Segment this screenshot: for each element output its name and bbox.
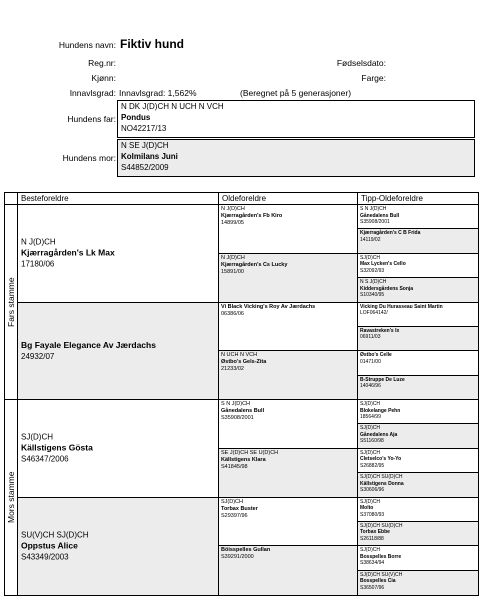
- col-header-great-great-grandparents: Tipp-Oldeforeldre: [358, 193, 478, 205]
- great-great-grandparent-name: Torbax Ebbe: [360, 529, 390, 536]
- great-great-grandparent-titles: SJ(D)CH SU(V)CH: [360, 571, 403, 578]
- great-great-grandparent-titles: SJ(D)CH: [360, 425, 380, 432]
- grandparent-cell: [18, 303, 219, 401]
- grandparent-titles: SU(V)CH SJ(D)CH: [21, 530, 89, 540]
- great-great-grandparent-titles: SJ(D)CH: [360, 254, 380, 261]
- mother-box: [117, 139, 475, 177]
- great-great-grandparent-cell: [358, 278, 478, 302]
- great-grandparent-titles: N UCH N VCH: [221, 352, 258, 359]
- great-great-grandparent-cell: [358, 229, 478, 253]
- great-grandparent-titles: SE J(D)CH SE U(D)CH: [221, 449, 279, 456]
- grandparent-reg: 24932/07: [21, 351, 55, 361]
- great-grandparent-cell: [219, 546, 358, 595]
- great-great-grandparent-cell: [358, 205, 478, 229]
- mother-name: Kolmilans Juni: [121, 152, 178, 161]
- great-great-grandparent-reg: 14119/02: [360, 236, 381, 243]
- great-grandparent-cell: [219, 205, 358, 254]
- great-great-grandparent-name: Bosspelles Cia: [360, 578, 396, 585]
- great-grandparent-cell: [219, 400, 358, 449]
- great-grandparent-cell: [219, 498, 358, 547]
- great-great-grandparent-titles: SJ(D)CH SU(D)CH: [360, 522, 403, 529]
- great-great-grandparent-cell: [358, 473, 478, 497]
- pedigree-table: [4, 192, 479, 596]
- great-grandparent-reg: 14899/05: [221, 220, 244, 226]
- mother-label: Hundens mor:: [62, 153, 116, 163]
- side-cell-sire: [5, 205, 18, 400]
- father-reg: NO42217/13: [121, 124, 167, 133]
- great-great-grandparent-name: Källstigens Donna: [360, 480, 404, 487]
- great-great-grandparent-name: Kiddersgårdens Sonja: [360, 285, 414, 292]
- great-great-grandparent-titles: SJ(D)CH: [360, 401, 380, 407]
- great-grandparent-reg: S41845/98: [221, 463, 248, 470]
- dog-name: Fiktiv hund: [120, 37, 184, 51]
- great-grandparent-name: Østbo's Gels-Zita: [221, 359, 267, 366]
- great-great-grandparent-cell: [358, 254, 478, 278]
- great-great-grandparent-titles: S N J(D)CH: [360, 206, 387, 212]
- great-great-grandparent-titles: N S J(D)CH: [360, 279, 387, 286]
- grandparent-name: Kjærragården's Lk Max: [21, 247, 115, 258]
- great-great-grandparent-cell: [358, 571, 478, 595]
- great-great-grandparent-cell: [358, 327, 478, 351]
- great-grandparent-name: Kjærragården's Fb Kiro: [221, 213, 283, 219]
- great-grandparent-name: Böisspelles Gullan: [221, 547, 271, 554]
- regnr-label: Reg.nr:: [88, 58, 116, 68]
- great-great-grandparent-cell: [358, 449, 478, 473]
- great-great-grandparent-cell: [358, 303, 478, 327]
- great-grandparent-name: Gånedalens Bull: [221, 408, 265, 414]
- great-great-grandparent-name: Molto: [360, 505, 374, 511]
- grandparent-reg: 17180/06: [21, 259, 55, 269]
- great-grandparent-name: Kjærragården's Cs Lucky: [221, 261, 288, 268]
- grandparent-titles: SJ(D)CH: [21, 432, 53, 442]
- great-great-grandparent-reg: S36507/96: [360, 584, 385, 591]
- great-great-grandparent-titles: SJ(D)CH: [360, 498, 380, 505]
- great-great-grandparent-name: Max Lycken's Cello: [360, 261, 406, 268]
- father-name: Pondus: [121, 113, 151, 122]
- inbreeding-note: (Beregnet på 5 generasjoner): [240, 88, 352, 98]
- great-great-grandparent-reg: S10340/95: [360, 292, 385, 299]
- great-grandparent-titles: SJ(D)CH: [221, 498, 243, 505]
- great-great-grandparent-cell: [358, 376, 478, 400]
- great-great-grandparent-titles: SJ(D)CH SU(D)CH: [360, 474, 403, 481]
- great-great-grandparent-name: Cletselco's Yo-Yo: [360, 456, 402, 463]
- great-great-grandparent-name: Østbo's Celle: [360, 352, 392, 359]
- great-grandparent-cell: [219, 303, 358, 352]
- name-label: Hundens navn:: [58, 40, 116, 50]
- great-great-grandparent-name: Vicking Du Hurasseau Saint Martin: [360, 303, 443, 310]
- great-great-grandparent-name: B-Struppe De Luze: [360, 376, 405, 383]
- great-great-grandparent-name: Gånedalens Aja: [360, 431, 398, 438]
- great-great-grandparent-cell: [358, 424, 478, 448]
- corner-cell: [5, 193, 18, 205]
- col-header-great-grandparents: Oldeforeldre: [219, 193, 358, 205]
- great-grandparent-reg: 21233/02: [221, 366, 244, 373]
- great-great-grandparent-name: Kjærragården's C B Frida: [360, 230, 421, 237]
- great-grandparent-reg: S39291/2000: [221, 554, 254, 561]
- mother-reg: S44852/2009: [121, 163, 169, 172]
- inbreeding-label: Innavlsgrad:: [69, 88, 116, 98]
- great-great-grandparent-name: Blokelange Pehn: [360, 407, 401, 414]
- great-great-grandparent-cell: [358, 522, 478, 546]
- sex-label: Kjønn:: [91, 73, 116, 83]
- great-great-grandparent-cell: [358, 351, 478, 375]
- great-great-grandparent-reg: 06911/03: [360, 334, 381, 341]
- great-great-grandparent-name: Ravastreken's Ix: [360, 327, 400, 334]
- great-grandparent-titles: S N J(D)CH: [221, 401, 251, 407]
- great-great-grandparent-reg: S37080/93: [360, 511, 385, 518]
- great-great-grandparent-reg: S26882/95: [360, 462, 385, 469]
- great-grandparent-titles: N J(D)CH: [221, 254, 245, 261]
- great-grandparent-cell: [219, 254, 358, 303]
- great-great-grandparent-reg: 01471/00: [360, 358, 381, 365]
- great-great-grandparent-cell: [358, 400, 478, 424]
- great-grandparent-titles: N J(D)CH: [221, 206, 245, 212]
- great-grandparent-name: Källstigens Klara: [221, 456, 266, 463]
- great-great-grandparent-reg: S51160/98: [360, 438, 384, 445]
- great-great-grandparent-reg: S38634/94: [360, 560, 385, 567]
- grandparent-reg: S46347/2006: [21, 454, 69, 464]
- great-great-grandparent-name: Bosspelles Borre: [360, 553, 402, 560]
- great-great-grandparent-reg: LOF064142/: [360, 310, 388, 316]
- great-grandparent-cell: [219, 351, 358, 400]
- great-grandparent-name: Vi Black Vicking's Roy Av Jærdachs: [221, 303, 316, 310]
- great-great-grandparent-reg: S26118/88: [360, 535, 384, 542]
- great-grandparent-name: Torbax Buster: [221, 505, 258, 512]
- great-great-grandparent-cell: [358, 546, 478, 570]
- grandparent-name: Oppstus Alice: [21, 540, 78, 551]
- birthdate-label: Fødselsdato:: [336, 58, 386, 68]
- grandparent-titles: N J(D)CH: [21, 237, 56, 247]
- grandparent-cell: [18, 205, 219, 303]
- mother-titles: N SE J(D)CH: [121, 141, 169, 150]
- inbreeding-value: Innavlsgrad: 1,562%: [119, 88, 197, 98]
- great-grandparent-reg: 15891/00: [221, 268, 244, 275]
- grandparent-cell: [18, 400, 219, 498]
- side-label-dam: Mors stamme: [6, 471, 16, 524]
- father-box: [117, 100, 475, 138]
- great-grandparent-reg: S35908/2001: [221, 415, 254, 421]
- great-great-grandparent-titles: SJ(D)CH: [360, 547, 380, 554]
- side-cell-dam: [5, 400, 18, 595]
- great-great-grandparent-reg: S35908/2001: [360, 219, 390, 225]
- great-great-grandparent-reg: S32092/93: [360, 267, 385, 274]
- grandparent-reg: S43349/2003: [21, 552, 69, 562]
- side-label-sire: Fars stamme: [6, 277, 16, 328]
- great-grandparent-cell: [219, 449, 358, 498]
- great-great-grandparent-cell: [358, 498, 478, 522]
- color-label: Farge:: [361, 73, 386, 83]
- col-header-grandparents: Besteforeldre: [18, 193, 219, 205]
- great-grandparent-reg: 06386/06: [221, 310, 244, 317]
- grandparent-name: Källstigens Gösta: [21, 442, 93, 453]
- grandparent-cell: [18, 498, 219, 596]
- father-titles: N DK J(D)CH N UCH N VCH: [121, 102, 224, 111]
- father-label: Hundens far:: [67, 114, 116, 124]
- great-great-grandparent-reg: 18564/99: [360, 414, 381, 420]
- grandparent-name: Bg Fayale Elegance Av Jærdachs: [21, 339, 156, 350]
- great-grandparent-reg: S29397/96: [221, 512, 248, 519]
- great-great-grandparent-reg: 14046/96: [360, 383, 381, 390]
- great-great-grandparent-reg: S30606/96: [360, 487, 385, 494]
- great-great-grandparent-name: Gånedalens Bull: [360, 212, 400, 219]
- great-great-grandparent-titles: SJ(D)CH: [360, 449, 380, 456]
